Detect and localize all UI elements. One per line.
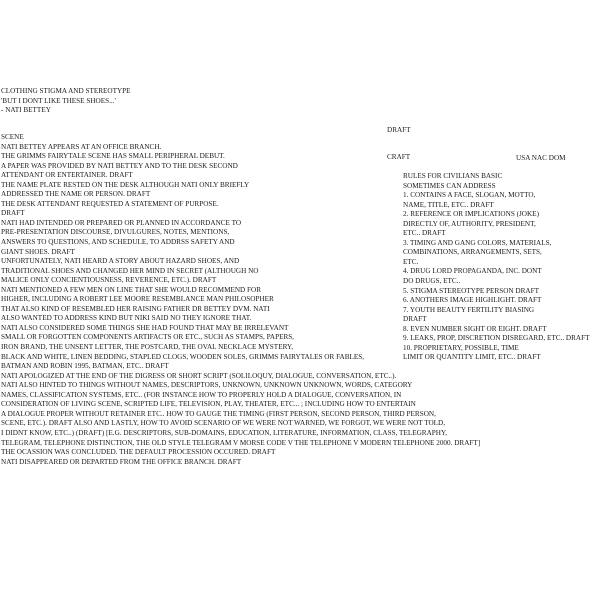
rule-line: SOMETIMES CAN ADDRESS: [403, 181, 496, 190]
header-line: CLOTHING STIGMA AND STEREOTYPE: [1, 87, 131, 95]
rule-line: 2. REFERENCE OR IMPLICATIONS (JOKE): [403, 210, 539, 219]
scene-line: CONSIDERATION OF LIVING SCENE, SCRIPTED LIFE, TELEVISION, PLAY, THEATER, ETC... ; INCLUDING HOW TO ENTERTAIN: [1, 400, 416, 409]
scene-line: ALSO WANTED TO ADDRESS KIND BUT NIKI SAID NO THEY IGNORE THAT.: [1, 314, 252, 323]
scene-line: IRON BRAND, THE UNSENT LETTER, THE POSTCARD, THE OVAL NECKLACE MYSTERY,: [1, 343, 294, 352]
rule-line: 8. EVEN NUMBER SIGHT OR EIGHT. DRAFT: [403, 324, 547, 333]
scene-line: A DIALOGUE PROPER WITHOUT RETAINER ETC.. HOW TO GAUGE THE TIMING (FIRST PERSON, SECOND PERSON, THIRD PERSON,: [1, 409, 436, 418]
scene-line: BATMAN AND ROBIN 1995, BATMAN, ETC.. DRAFT: [1, 362, 169, 371]
draft-label: DRAFT: [387, 126, 411, 134]
scene-line: TELEGRAM, TELEPHONE DISTINCTION, THE OLD STYLE TELEGRAM V MORSE CODE V THE TELEPHONE V MODERN TELEPHONE 2000. DRAFT]: [1, 438, 481, 447]
scene-line: NATI BETTEY APPEARS AT AN OFFICE BRANCH.: [1, 142, 162, 151]
scene-line: I DIDNT KNOW, ETC..) (DRAFT) [E.G. DESCRIPTORS, SUB-DOMAINS, EDUCATION, LITERATURE, INFORMATION, CLASS, TELEGRAPHY,: [1, 428, 448, 437]
scene-line: NATI HAD INTENDED OR PREPARED OR PLANNED IN ACCORDANCE TO: [1, 218, 242, 227]
scene-line: PRE-PRESENTATION DISCOURSE, DIVULGURES, NOTES, MENTIONS,: [1, 228, 230, 237]
rules-list: [403, 172, 590, 363]
scene-line: TRADITIONAL SHOES AND CHANGED HER MIND IN SECRET (ALTHOUGH NO: [1, 266, 259, 275]
rule-line: DRAFT: [403, 315, 427, 324]
scene-line: NATI ALSO HINTED TO THINGS WITHOUT NAMES, DESCRIPTORS, UNKNOWN, UNKNOWN UNKNOWN, WORDS, CATEGORY: [1, 381, 413, 390]
scene-line: NATI ALSO CONSIDERED SOME THINGS SHE HAD FOUND THAT MAY BE IRRELEVANT: [1, 323, 289, 332]
rule-line: 5. STIGMA STEREOTYPE PERSON DRAFT: [403, 286, 539, 295]
rule-line: 4. DRUG LORD PROPAGANDA, INC. DONT: [403, 267, 542, 276]
craft-label: CRAFT: [387, 153, 411, 161]
scene-line: SCENE, ETC.). DRAFT ALSO AND LASTLY, HOW TO AVOID SCENARIO OF WE WERE NOT WARNED, WE FORGOT, WE WERE NOT TOLD,: [1, 419, 446, 428]
scene-line: NATI DISAPPEARED OR DEPARTED FROM THE OFFICE BRANCH. DRAFT: [1, 457, 242, 466]
rule-line: 6. ANOTHERS IMAGE HIGHLIGHT. DRAFT: [403, 296, 542, 305]
rule-line: DIRECTLY OF, AUTHORITY, PRESIDENT,: [403, 219, 536, 228]
usa-nac-dom-label: USA NAC DOM: [516, 154, 566, 162]
header-line: 'BUT I DONT LIKE THESE SHOES...': [1, 96, 116, 105]
rule-line: 1. CONTAINS A FACE, SLOGAN, MOTTO,: [403, 191, 536, 200]
scene-line: ATTENDANT OR ENTERTAINER. DRAFT: [1, 171, 133, 180]
rule-line: 9. LEAKS, PROP, DISCRETION DISREGARD, ETC.. DRAFT: [403, 334, 590, 343]
scene-line: NATI MENTIONED A FEW MEN ON LINE THAT SHE WOULD RECOMMEND FOR: [1, 285, 262, 294]
scene-line: UNFORTUNATELY, NATI HEARD A STORY ABOUT HAZARD SHOES, AND: [1, 257, 240, 266]
rule-line: ETC.. DRAFT: [403, 229, 446, 238]
scene-line: HIGHER, INCLUDING A ROBERT LEE MOORE RESEMBLANCE MAN PHILOSOPHER: [1, 295, 274, 304]
rule-line: 10. PROPRIETARY, POSSIBLE, TIME: [403, 343, 519, 352]
document-header: [1, 87, 131, 116]
scene-line: THE OCASSION WAS CONCLUDED. THE DEFAULT PROCESSION OCCURED. DRAFT: [1, 448, 276, 457]
scene-line: DRAFT: [1, 209, 25, 218]
header-line: - NATI BETTEY: [1, 106, 51, 115]
rule-line: 7. YOUTH BEAUTY FERTILITY BIASING: [403, 305, 535, 314]
scene-line: GIANT SHOES. DRAFT: [1, 247, 75, 256]
scene-line: NATI APOLOGIZED AT THE END OF THE DIGRESS OR SHORT SCRIPT (SOLILOQUY, DIALOGUE, CONVERSATION, ETC..).: [1, 371, 397, 380]
rule-line: DO DRUGS, ETC..: [403, 277, 461, 286]
rule-line: NAME, TITLE, ETC.. DRAFT: [403, 200, 494, 209]
scene-line: NAMES, CLASSIFICATION SYSTEMS, ETC.. (FOR INSTANCE HOW TO PROPERLY HOLD A DIALOGUE, CONVERSATION, IN: [1, 390, 402, 399]
scene-line: SCENE: [1, 133, 24, 141]
scene-line: BLACK AND WHITE, LINEN BEDDING, STAPLED CLOGS, WOODEN SOLES, GRIMMS FAIRYTALES OR FABLES,: [1, 352, 365, 361]
rule-line: LIMIT OR QUANTITY LIMIT, ETC.. DRAFT: [403, 353, 541, 362]
rule-line: 3. TIMING AND GANG COLORS, MATERIALS,: [403, 238, 552, 247]
rule-line: ETC.: [403, 257, 419, 266]
scene-line: ANSWERS TO QUESTIONS, AND SCHEDULE, TO ADDRSS SAFETY AND: [1, 238, 235, 247]
scene-line: THE NAME PLATE RESTED ON THE DESK ALTHOUGH NATI ONLY BRIEFLY: [1, 180, 250, 189]
scene-line: SMALL OR FORGOTTEN COMPONENTS ARTIFACTS OR ETC., SUCH AS STAMPS, PAPERS,: [1, 333, 295, 342]
rule-line: COMBINATIONS, ARRANGEMENTS, SETS,: [403, 248, 542, 257]
scene-line: A PAPER WAS PROVIDED BY NATI BETTEY AND TO THE DESK SECOND: [1, 161, 238, 170]
scene-line: THE DESK ATTENDANT REQUESTED A STATEMENT OF PURPOSE.: [1, 199, 219, 208]
scene-line: THE GRIMMS FAIRYTALE SCENE HAS SMALL PERIPHERAL DEBUT.: [1, 152, 225, 161]
scene-line: ADDRESSED THE NAME OR PERSON. DRAFT: [1, 190, 151, 199]
scene-line: MALICE ONLY CONCIENTIOUSNESS, REVERENCE, ETC.). DRAFT: [1, 276, 217, 285]
rule-line: RULES FOR CIVILIANS BASIC: [403, 172, 503, 180]
scene-line: THAT ALSO KIND OF RESEMBLED HER RAISING FATHER DR BETTEY DVM. NATI: [1, 304, 270, 313]
